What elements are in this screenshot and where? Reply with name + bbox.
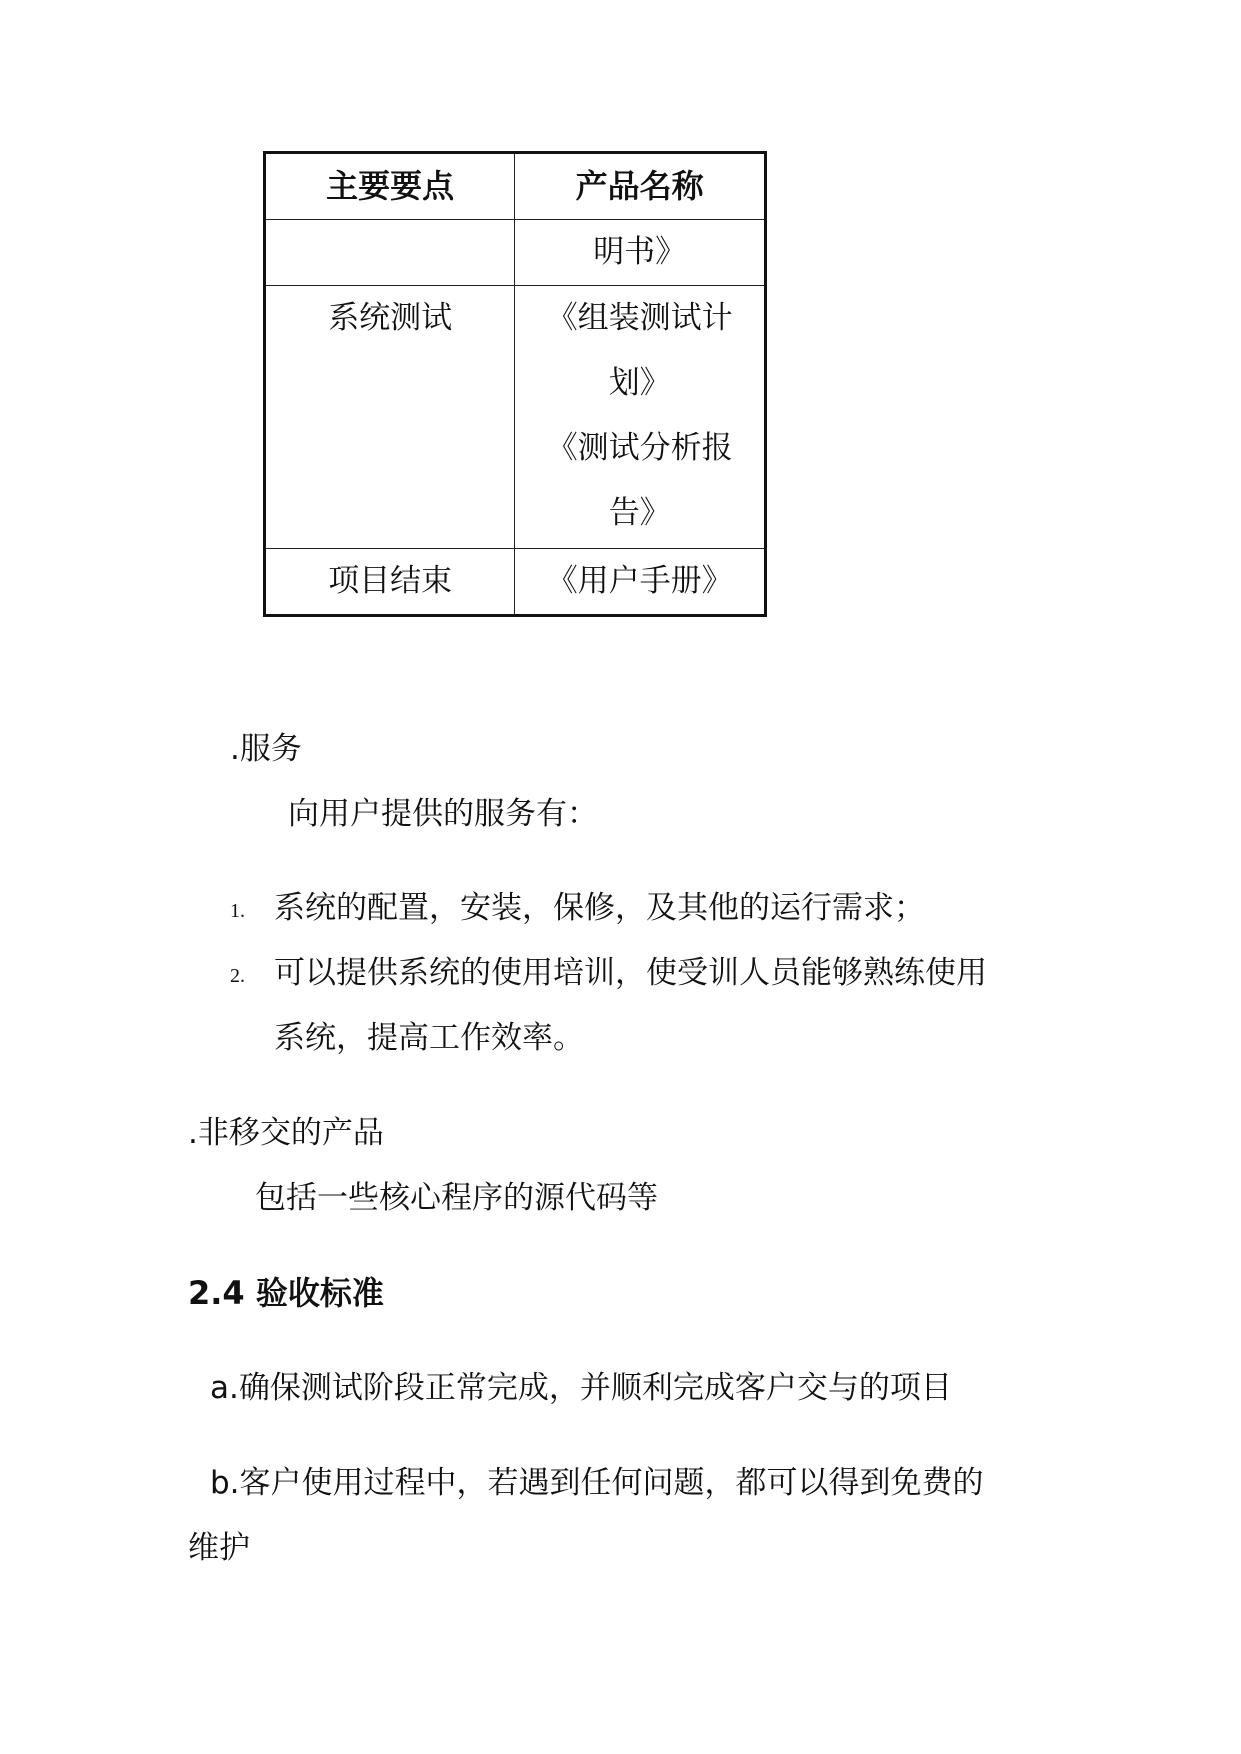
table-cell: 项目结束 (265, 549, 515, 616)
section-heading: 2.4 验收标准 (188, 1274, 384, 1312)
acceptance-item-b-continuation: 维护 (188, 1530, 250, 1566)
cell-text-line: 《组装测试计 (546, 300, 733, 336)
cell-text-line: 告》 (608, 495, 671, 531)
table-header-cell: 产品名称 (515, 153, 766, 220)
list-item-number: 1. (230, 900, 245, 922)
table-cell (515, 220, 766, 286)
list-item-number: 2. (230, 965, 245, 987)
list-item-text: 系统的配置，安装，保修，及其他的运行需求； (274, 890, 925, 926)
list-item-continuation: 系统，提高工作效率。 (274, 1020, 584, 1056)
table-row (265, 286, 766, 549)
cell-text-line: 明书》 (593, 234, 687, 270)
non-transfer-title: .非移交的产品 (188, 1115, 384, 1151)
cell-text-line: 《用户手册》 (546, 563, 733, 599)
deliverables-table (263, 151, 767, 617)
non-transfer-body: 包括一些核心程序的源代码等 (255, 1180, 658, 1216)
table-cell (265, 220, 515, 286)
table-header-cell: 主要要点 (265, 153, 515, 220)
list-item-text: 可以提供系统的使用培训，使受训人员能够熟练使用 (274, 955, 987, 991)
table-header-row (265, 153, 766, 220)
acceptance-item-b: b.客户使用过程中，若遇到任何问题，都可以得到免费的 (210, 1465, 984, 1501)
table-cell: 系统测试 (265, 286, 515, 549)
cell-text-line: 《测试分析报 (546, 430, 733, 466)
cell-text-line: 划》 (608, 365, 671, 401)
service-intro: 向用户提供的服务有： (288, 796, 598, 832)
service-title: .服务 (230, 731, 302, 767)
acceptance-item-a: a.确保测试阶段正常完成，并顺利完成客户交与的项目 (210, 1370, 952, 1406)
table-row (265, 220, 766, 286)
table-cell (515, 286, 766, 549)
table-row (265, 549, 766, 616)
table-cell (515, 549, 766, 616)
